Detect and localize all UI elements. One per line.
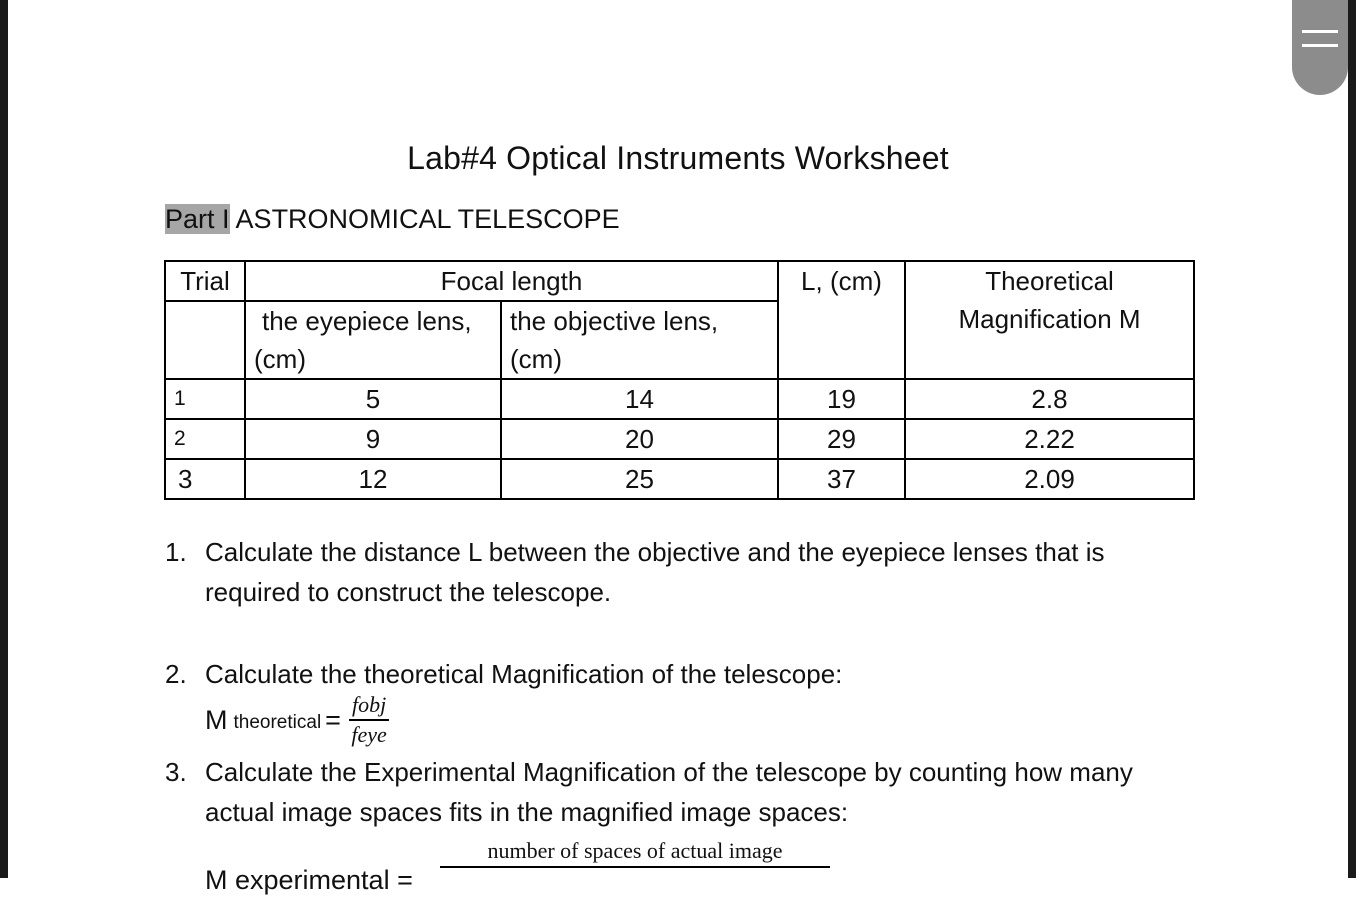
cell-magnification: 2.22 xyxy=(905,419,1194,459)
questions-list xyxy=(165,532,1195,895)
formula-numerator: number of spaces of actual image xyxy=(440,836,830,868)
question-number: 3. xyxy=(165,757,187,787)
cell-eyepiece: 9 xyxy=(245,419,501,459)
part-heading xyxy=(165,204,620,235)
cell-length: 19 xyxy=(778,379,905,419)
table-row xyxy=(165,419,1194,459)
formula-lhs: M experimental = xyxy=(205,865,413,895)
cell-eyepiece: 5 xyxy=(245,379,501,419)
document-title: Lab#4 Optical Instruments Worksheet xyxy=(407,140,949,176)
cell-magnification: 2.8 xyxy=(905,379,1194,419)
telescope-data-table xyxy=(164,260,1195,500)
cell-length: 37 xyxy=(778,459,905,499)
question-1 xyxy=(165,532,1195,612)
part-title: ASTRONOMICAL TELESCOPE xyxy=(235,204,620,234)
part-label: Part I xyxy=(165,204,230,234)
theoretical-magnification-formula xyxy=(205,688,1195,752)
cell-eyepiece: 12 xyxy=(245,459,501,499)
cell-objective: 20 xyxy=(501,419,778,459)
question-number: 2. xyxy=(165,659,187,689)
header-focal-length: Focal length xyxy=(245,261,778,301)
cell-length: 29 xyxy=(778,419,905,459)
left-edge xyxy=(0,0,8,878)
header-length: L, (cm) xyxy=(778,261,905,379)
header-theoretical-magnification: Theoretical Magnification M xyxy=(905,261,1194,379)
cell-magnification: 2.09 xyxy=(905,459,1194,499)
header-eyepiece: the eyepiece lens, (cm) xyxy=(245,301,501,379)
cell-objective: 14 xyxy=(501,379,778,419)
formula-equals: = xyxy=(325,705,341,735)
header-objective: the objective lens, (cm) xyxy=(501,301,778,379)
cell-objective: 25 xyxy=(501,459,778,499)
table-row xyxy=(165,379,1194,419)
table-row xyxy=(165,459,1194,499)
formula-fraction xyxy=(349,691,389,749)
right-edge xyxy=(1348,0,1356,878)
question-text: Calculate the distance L between the objective and the eyepiece lenses that is required to construct the telescope. xyxy=(205,537,1105,607)
menu-button[interactable] xyxy=(1292,0,1348,95)
question-3 xyxy=(165,752,1195,895)
question-number: 1. xyxy=(165,537,187,567)
question-2 xyxy=(165,654,1195,752)
formula-subscript: theoretical xyxy=(233,712,322,733)
header-trial-blank xyxy=(165,301,245,379)
cell-trial: 3 xyxy=(165,459,245,499)
header-trial: Trial xyxy=(165,261,245,301)
formula-lhs: M xyxy=(205,705,228,735)
formula-denominator: feye xyxy=(351,722,387,747)
cell-trial: 1 xyxy=(165,379,245,419)
question-text: Calculate the Experimental Magnification of the telescope by counting how many actual image spaces fits in the magnified image spaces: xyxy=(205,757,1133,827)
question-text: Calculate the theoretical Magnification of the telescope: xyxy=(205,659,843,689)
experimental-magnification-formula xyxy=(205,838,1195,895)
formula-numerator: fobj xyxy=(349,691,389,721)
cell-trial: 2 xyxy=(165,419,245,459)
